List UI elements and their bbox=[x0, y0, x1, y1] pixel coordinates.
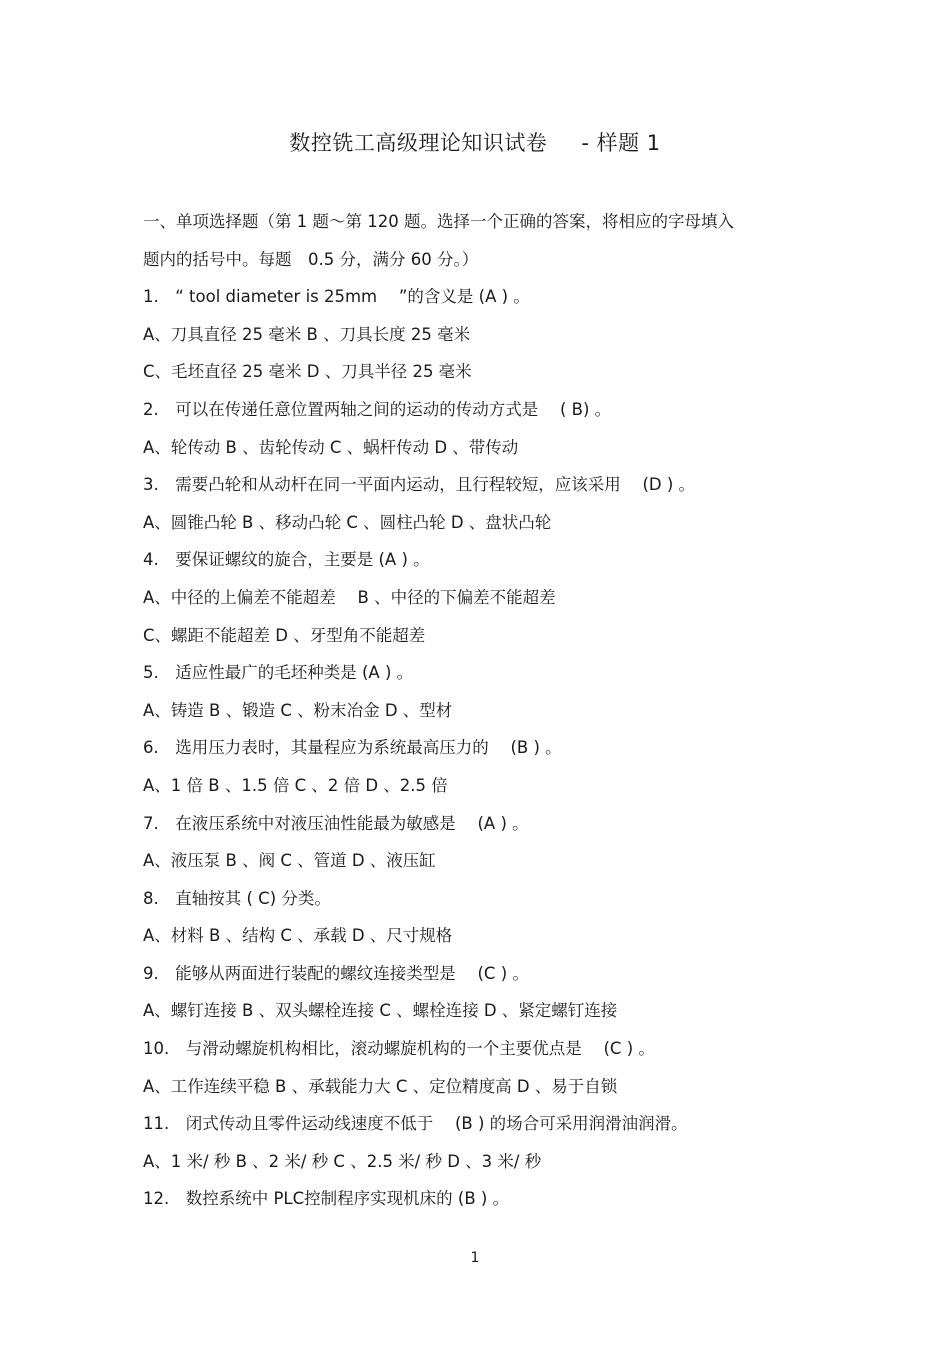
question-7: 7. 在液压系统中对液压油性能最为敏感是 (A ) 。 bbox=[143, 813, 529, 833]
options-4a: A、中径的上偏差不能超差 B 、中径的下偏差不能超差 bbox=[143, 587, 556, 607]
document-body bbox=[143, 208, 823, 1223]
options-7: A、液压泵 B 、阀 C 、管道 D 、液压缸 bbox=[143, 851, 436, 871]
question-12: 12. 数控系统中 PLC控制程序实现机床的 (B ) 。 bbox=[143, 1189, 510, 1209]
question-4: 4. 要保证螺纹的旋合，主要是 (A ) 。 bbox=[143, 550, 430, 570]
options-2: A、轮传动 B 、齿轮传动 C 、蜗杆传动 D 、带传动 bbox=[143, 437, 519, 457]
question-9: 9. 能够从两面进行装配的螺纹连接类型是 (C ) 。 bbox=[143, 963, 529, 983]
section-heading-line-2: 题内的括号中。每题 0.5 分，满分 60 分。） bbox=[143, 249, 479, 269]
options-4b: C、螺距不能超差 D 、牙型角不能超差 bbox=[143, 625, 426, 645]
options-11: A、1 米/ 秒 B 、2 米/ 秒 C 、2.5 米/ 秒 D 、3 米/ 秒 bbox=[143, 1151, 542, 1171]
options-10: A、工作连续平稳 B 、承载能力大 C 、定位精度高 D 、易于自锁 bbox=[143, 1076, 618, 1096]
question-3: 3. 需要凸轮和从动杆在同一平面内运动，且行程较短，应该采用 (D ) 。 bbox=[143, 475, 696, 495]
title-main: 数控铣工高级理论知识试卷 bbox=[289, 131, 548, 155]
question-8: 8. 直轴按其 ( C) 分类。 bbox=[143, 888, 331, 908]
options-3: A、圆锥凸轮 B 、移动凸轮 C 、圆柱凸轮 D 、盘状凸轮 bbox=[143, 512, 552, 532]
question-11: 11. 闭式传动且零件运动线速度不低于 (B ) 的场合可采用润滑油润滑。 bbox=[143, 1114, 688, 1134]
options-9: A、螺钉连接 B 、双头螺栓连接 C 、螺栓连接 D 、紧定螺钉连接 bbox=[143, 1001, 618, 1021]
options-8: A、材料 B 、结构 C 、承载 D 、尺寸规格 bbox=[143, 926, 453, 946]
options-1a: A、刀具直径 25 毫米 B 、刀具长度 25 毫米 bbox=[143, 324, 471, 344]
question-5: 5. 适应性最广的毛坯种类是 (A ) 。 bbox=[143, 663, 414, 683]
options-1b: C、毛坯直径 25 毫米 D 、刀具半径 25 毫米 bbox=[143, 362, 472, 382]
document-title bbox=[0, 127, 950, 157]
options-6: A、1 倍 B 、1.5 倍 C 、2 倍 D 、2.5 倍 bbox=[143, 775, 448, 795]
question-2: 2. 可以在传递任意位置两轴之间的运动的传动方式是 ( B) 。 bbox=[143, 399, 612, 419]
question-10: 10. 与滑动螺旋机构相比，滚动螺旋机构的一个主要优点是 (C ) 。 bbox=[143, 1039, 655, 1059]
options-5: A、铸造 B 、锻造 C 、粉末冶金 D 、型材 bbox=[143, 700, 453, 720]
title-suffix: - 样题 1 bbox=[581, 131, 661, 155]
question-1: 1. “ tool diameter is 25mm ”的含义是 (A ) 。 bbox=[143, 287, 530, 307]
question-6: 6. 选用压力表时，其量程应为系统最高压力的 (B ) 。 bbox=[143, 738, 562, 758]
page-number: 1 bbox=[470, 1250, 480, 1266]
section-heading-line-1: 一、单项选择题（第 1 题～第 120 题。选择一个正确的答案，将相应的字母填入 bbox=[143, 212, 734, 231]
